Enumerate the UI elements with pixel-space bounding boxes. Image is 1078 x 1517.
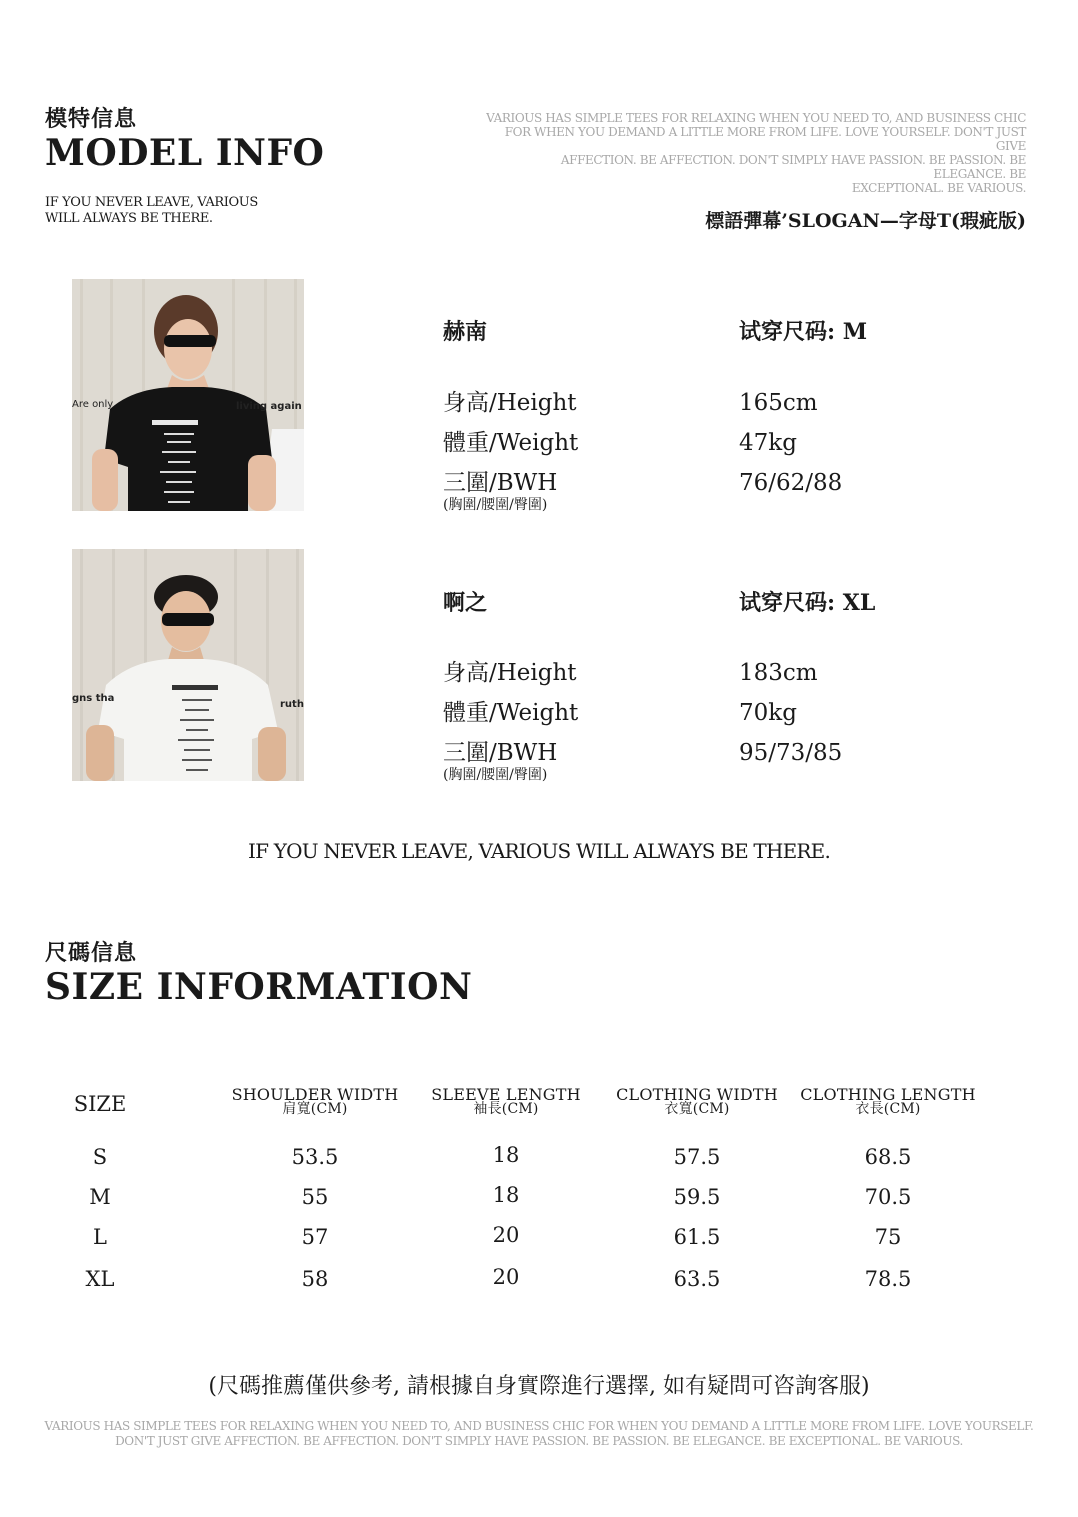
model-photo-female-image bbox=[72, 279, 304, 511]
model-info-title-cn: 模特信息 bbox=[45, 106, 138, 132]
weight-label: 體重/Weight bbox=[443, 430, 579, 456]
header-clothing-length bbox=[793, 1087, 983, 1117]
header-en: SHOULDER WIDTH bbox=[231, 1085, 399, 1104]
product-name: 標語彈幕’SLOGAN—字母T(瑕疵版) bbox=[705, 210, 1026, 232]
table-cell: 57.5 bbox=[673, 1145, 721, 1169]
header-en: CLOTHING LENGTH bbox=[800, 1085, 976, 1104]
height-label: 身高/Height bbox=[443, 660, 577, 686]
table-cell: 70.5 bbox=[864, 1185, 912, 1209]
header-cn: 袖長(CM) bbox=[473, 1101, 539, 1117]
tagline: IF YOU NEVER LEAVE, VARIOUS WILL ALWAYS BE THERE. bbox=[247, 839, 831, 863]
table-cell: 57 bbox=[301, 1225, 329, 1249]
intro-line: VARIOUS HAS SIMPLE TEES FOR RELAXING WHEN YOU NEED TO, AND BUSINESS CHIC bbox=[486, 111, 1026, 125]
header-cn: 衣長(CM) bbox=[855, 1101, 921, 1117]
header-en: CLOTHING WIDTH bbox=[616, 1085, 778, 1104]
header-clothing-width bbox=[602, 1087, 792, 1117]
table-cell: 18 bbox=[492, 1143, 520, 1167]
footer-text bbox=[0, 1419, 1078, 1449]
intro-line: EXCEPTIONAL. BE VARIOUS. bbox=[851, 181, 1026, 195]
table-cell-size: L bbox=[93, 1225, 107, 1249]
bwh-value: 95/73/85 bbox=[739, 740, 843, 766]
header-cn: 肩寬(CM) bbox=[282, 1101, 348, 1117]
table-cell: 53.5 bbox=[291, 1145, 339, 1169]
bwh-note: (胸圍/腰圍/臀圍) bbox=[443, 497, 548, 513]
table-cell: 58 bbox=[301, 1267, 329, 1291]
model-info-title: MODEL INFO bbox=[45, 132, 325, 174]
table-cell: 61.5 bbox=[673, 1225, 721, 1249]
height-label: 身高/Height bbox=[443, 390, 577, 416]
size-info-title: SIZE INFORMATION bbox=[45, 966, 473, 1008]
size-info-title-cn: 尺碼信息 bbox=[45, 940, 138, 966]
header-shoulder-width bbox=[220, 1087, 410, 1117]
table-cell: 20 bbox=[492, 1265, 520, 1289]
bwh-note: (胸圍/腰圍/臀圍) bbox=[443, 767, 548, 783]
intro-line: AFFECTION. BE AFFECTION. DON'T SIMPLY HAVE PASSION. BE PASSION. BE ELEGANCE. BE bbox=[560, 153, 1026, 181]
subtitle-line: IF YOU NEVER LEAVE, VARIOUS bbox=[45, 195, 258, 210]
table-cell: 75 bbox=[874, 1225, 902, 1249]
photo-wall-text-right: living again bbox=[236, 401, 302, 412]
bwh-label: 三圍/BWH bbox=[443, 740, 558, 766]
photo-wall-text-left: gns tha bbox=[72, 693, 115, 704]
header-en: SLEEVE LENGTH bbox=[431, 1085, 581, 1104]
table-cell: 78.5 bbox=[864, 1267, 912, 1291]
subtitle-line: WILL ALWAYS BE THERE. bbox=[45, 211, 213, 226]
weight-value: 70kg bbox=[739, 700, 797, 726]
model-name: 赫南 bbox=[443, 319, 488, 345]
model-photo-female bbox=[72, 279, 304, 511]
table-cell-size: XL bbox=[85, 1267, 115, 1291]
table-cell-size: M bbox=[89, 1185, 111, 1209]
model-photo-male-image bbox=[72, 549, 304, 781]
intro-paragraph bbox=[486, 111, 1026, 195]
table-cell: 18 bbox=[492, 1183, 520, 1207]
bwh-label: 三圍/BWH bbox=[443, 470, 558, 496]
table-cell-size: S bbox=[92, 1145, 108, 1169]
header-cn: 衣寬(CM) bbox=[664, 1101, 730, 1117]
header-sleeve-length bbox=[411, 1087, 601, 1117]
photo-wall-text-right: ruth bbox=[280, 699, 304, 710]
footer-line: VARIOUS HAS SIMPLE TEES FOR RELAXING WHEN YOU NEED TO, AND BUSINESS CHIC FOR WHEN YOU DEMAND A LITTLE MORE FROM LIFE. LOVE YOURSELF. bbox=[44, 1419, 1034, 1433]
size-disclaimer: (尺碼推薦僅供參考, 請根據自身實際進行選擇, 如有疑問可咨詢客服) bbox=[208, 1374, 870, 1399]
table-cell: 63.5 bbox=[673, 1267, 721, 1291]
bwh-value: 76/62/88 bbox=[739, 470, 843, 496]
model-photo-male bbox=[72, 549, 304, 781]
model-size-tried: 试穿尺码: M bbox=[739, 319, 868, 345]
height-value: 165cm bbox=[739, 390, 818, 416]
table-cell: 68.5 bbox=[864, 1145, 912, 1169]
model-name: 啊之 bbox=[443, 590, 488, 616]
model-size-tried: 试穿尺码: XL bbox=[739, 590, 876, 616]
table-cell: 59.5 bbox=[673, 1185, 721, 1209]
weight-value: 47kg bbox=[739, 430, 797, 456]
table-cell: 20 bbox=[492, 1223, 520, 1247]
photo-wall-text-left: Are only bbox=[72, 399, 114, 410]
header-size: SIZE bbox=[73, 1092, 127, 1116]
weight-label: 體重/Weight bbox=[443, 700, 579, 726]
model-info-subtitle bbox=[45, 195, 258, 227]
footer-line: DON'T JUST GIVE AFFECTION. BE AFFECTION. DON'T SIMPLY HAVE PASSION. BE PASSION. BE ELEGANCE. BE EXCEPTIONAL. BE VARIOUS. bbox=[115, 1434, 963, 1448]
intro-line: FOR WHEN YOU DEMAND A LITTLE MORE FROM LIFE. LOVE YOURSELF. DON'T JUST GIVE bbox=[504, 125, 1026, 153]
table-cell: 55 bbox=[301, 1185, 329, 1209]
height-value: 183cm bbox=[739, 660, 818, 686]
